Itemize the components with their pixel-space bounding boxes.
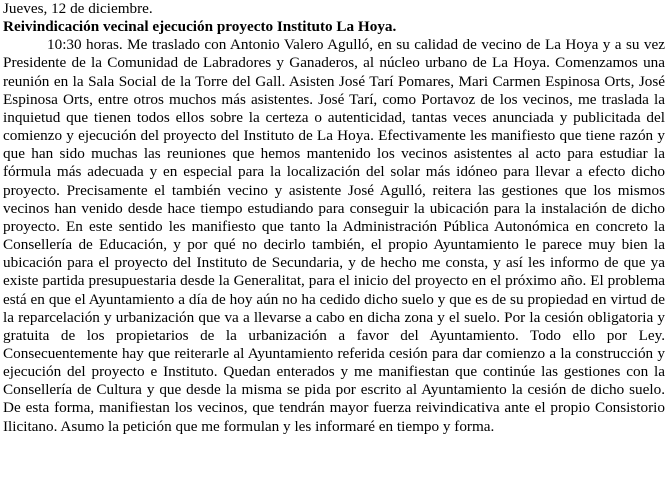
entry-title: Reivindicación vecinal ejecución proyecto Instituto La Hoya. [3,18,397,36]
entry-body: 10:30 horas. Me traslado con Antonio Valero Agulló, en su calidad de vecino de La Hoya y a su vez Presidente de la Comunidad de Labradores y Ganaderos, al núcleo urbano de La Hoya. Comenzamos una reunión en la Sala Social de la Torre del Gall. Asisten José Tarí Pomares, Mari Carmen Espinosa Orts, José Espinosa Orts, entre otros muchos más asistentes. José Tarí, como Portavoz de los vecinos, me traslada la inquietud que tienen todos ellos sobre la certeza o autenticidad, tantas veces anunciada y publicitada del comienzo y ejecución del proyecto del Instituto de La Hoya. Efectivamente les manifiesto que tiene razón y que han sido muchas las reuniones que hemos mantenido los vecinos asistentes al acto para estudiar la fórmula más adecuada y en especial para la localización del solar más idóneo para llevar a efecto dicho proyecto. Precisamente el también vecino y asistente José Agulló, reitera las gestiones que los mismos vecinos han venido desde hace tiempo estudiando para conseguir la ubicación para la instalación de dicho proyecto. En este sentido les manifiesto que tanto la Administración Pública Autonómica en concreto la Consellería de Educación, y por qué no decirlo también, el propio Ayuntamiento le parece muy bien la ubicación para el proyecto del Instituto de Secundaria, y de hecho me consta, y así les informo de que ya existe partida presupuestaria desde la Generalitat, para el inicio del proyecto en el próximo año. El problema está en que el Ayuntamiento a día de hoy aún no ha cedido dicho suelo y que es de su propiedad en virtud de la reparcelación y urbanización que va a llevarse a cabo en dicha zona y el suelo. Por la cesión obligatoria y gratuita de los propietarios de la urbanización a favor del Ayuntamiento. Todo ello por Ley. Consecuentemente hay que reiterarle al Ayuntamiento referida cesión para dar comienzo a la construcción y ejecución del proyecto e Instituto. Quedan enterados y me manifiestan que continúe las gestiones con la Consellería de Cultura y que desde la misma se pida por escrito al Ayuntamiento la cesión de dicho suelo. De esta forma, manifiestan los vecinos, que tendrán mayor fuerza reivindicativa ante el propio Consistorio Ilicitano. Asumo la petición que me formulan y les informaré en tiempo y forma. [3,36,665,435]
document [3,0,665,436]
entry-date: Jueves, 12 de diciembre. [3,0,153,17]
